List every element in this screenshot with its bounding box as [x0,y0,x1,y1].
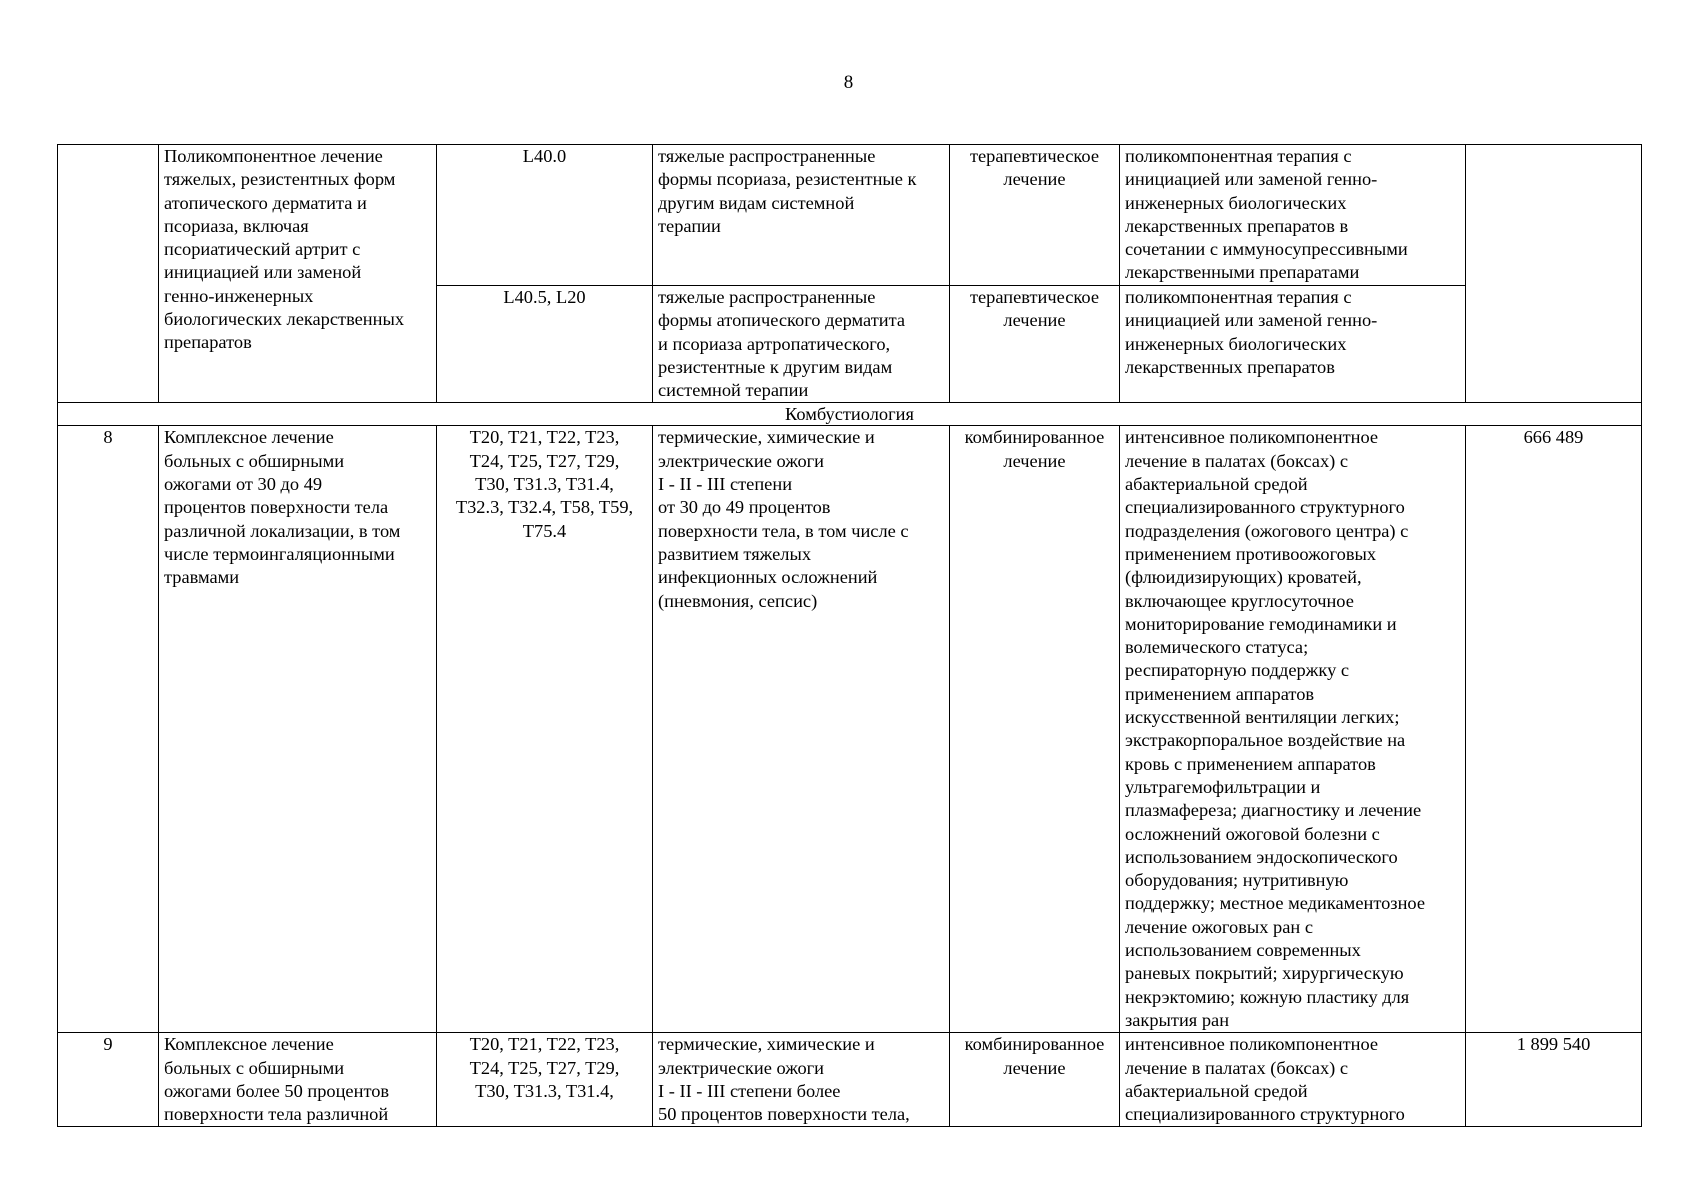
section-title: Комбустиология [58,403,1642,426]
table-row [58,1033,1642,1127]
icd-codes-cell [437,426,653,1033]
treatment-name-cell [159,1033,437,1127]
treatment-name: Комплексное лечение больных с обширными ожогами от 30 до 49 процентов поверхности тела различной локализации, в том числе термоингаляционными травмами [164,427,401,588]
icd-codes: T20, T21, T22, T23, T24, T25, T27, T29, T30, T31.3, T31.4, T32.3, T32.4, T58, T59, T75.4 [455,427,634,541]
patient-model-cell [653,1033,950,1127]
icd-codes-cell [437,286,653,403]
row-number: 8 [103,427,113,448]
icd-codes-cell [437,145,653,286]
treatment-method-cell [1120,286,1466,403]
patient-model: тяжелые распространенные формы атопического дерматита и псориаза артропатического, резистентные к другим видам системной терапии [658,287,906,401]
icd-codes: T20, T21, T22, T23, T24, T25, T27, T29, T30, T31.3, T31.4, [469,1034,620,1101]
patient-model-cell [653,426,950,1033]
treatment-method: поликомпонентная терапия с инициацией или заменой генно- инженерных биологических лекарственных препаратов в сочетании с иммуносупрессивными лекарственными препаратами [1125,146,1408,283]
treatment-method-cell [1120,426,1466,1033]
treatment-name-cell [159,426,437,1033]
row-number: 9 [103,1034,113,1055]
treatment-type-cell [950,145,1120,286]
cost-cell [1466,426,1642,1033]
icd-codes: L40.5, L20 [503,287,586,307]
treatment-type: терапевтическое лечение [969,146,1100,190]
treatment-method: интенсивное поликомпонентное лечение в палатах (боксах) с абактериальной средой специализированного структурного подразделения (ожогового центра) с применением противоожоговых (флюидизирующих) кроватей, включающее круглосуточное мониторирование гемодинамики и волемического статуса; респираторную поддержку с применением аппаратов искусственной вентиляции легких; экстракорпоральное воздействие на кровь с применением аппаратов ультрагемофильтрации и плазмафереза; диагностику и лечение осложнений ожоговой болезни с использованием эндоскопического оборудования; нутритивную поддержку; местное медикаментозное лечение ожоговых ран с использованием современных раневых покрытий; хирургическую некрэктомию; кожную пластику для закрытия ран [1125,427,1425,1030]
treatment-type: терапевтическое лечение [969,287,1100,331]
patient-model: тяжелые распространенные формы псориаза, резистентные к другим видам системной терапии [658,146,917,236]
patient-model-cell [653,145,950,286]
row-number-cell [58,145,159,403]
patient-model: термические, химические и электрические ожоги I - II - III степени от 30 до 49 процентов поверхности тела, в том числе с развитием тяжелых инфекционных осложнений (пневмония, сепсис) [658,427,909,611]
treatment-name: Поликомпонентное лечение тяжелых, резистентных форм атопического дерматита и псориаза, включая псориатический артрит с инициацией или заменой генно-инженерных биологических лекарственных препаратов [164,146,405,353]
section-row [58,403,1642,426]
cost-cell [1466,1033,1642,1127]
cost-cell [1466,145,1642,403]
treatment-type-cell [950,286,1120,403]
treatment-method: интенсивное поликомпонентное лечение в палатах (боксах) с абактериальной средой специализированного структурного [1125,1034,1405,1125]
treatment-method-cell [1120,145,1466,286]
patient-model-cell [653,286,950,403]
row-number-cell [58,426,159,1033]
cost-value: 666 489 [1523,427,1584,448]
treatment-method-cell [1120,1033,1466,1127]
icd-codes: L40.0 [522,146,567,166]
treatment-type-cell [950,426,1120,1033]
treatment-method: поликомпонентная терапия с инициацией или заменой генно- инженерных биологических лекарственных препаратов [1125,287,1378,377]
patient-model: термические, химические и электрические ожоги I - II - III степени более 50 процентов поверхности тела, [658,1034,910,1125]
table-row [58,145,1642,286]
row-number-cell [58,1033,159,1127]
page-number: 8 [843,72,854,93]
treatment-type: комбинированное лечение [964,427,1105,471]
treatment-type: комбинированное лечение [964,1034,1105,1078]
table-row [58,426,1642,1033]
cost-value: 1 899 540 [1516,1034,1591,1055]
treatment-table [57,144,1642,1127]
treatment-type-cell [950,1033,1120,1127]
treatment-name-cell [159,145,437,403]
treatment-name: Комплексное лечение больных с обширными ожогами более 50 процентов поверхности тела различной [164,1034,390,1125]
icd-codes-cell [437,1033,653,1127]
